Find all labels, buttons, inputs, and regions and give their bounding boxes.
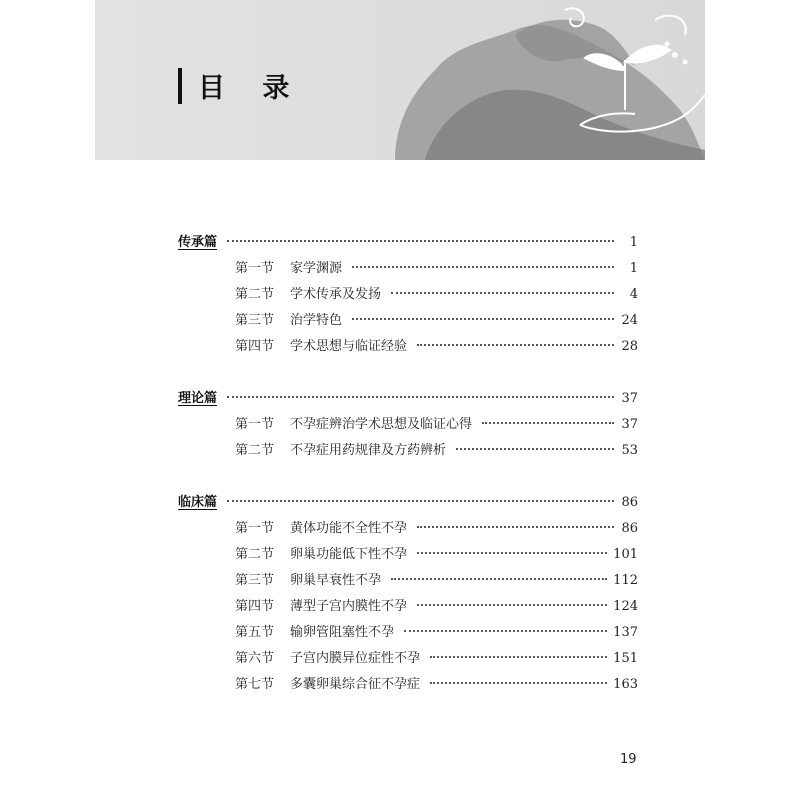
dot-leader (391, 291, 614, 294)
section-number: 第二节 (235, 287, 275, 302)
section-number: 第一节 (235, 261, 275, 276)
toc-entry-row[interactable] (178, 334, 638, 360)
dot-leader (417, 603, 607, 606)
toc-entry-row[interactable] (178, 282, 638, 308)
section-page: 53 (621, 443, 638, 458)
section-title: 子宫内膜异位症性不孕 (290, 651, 421, 666)
dot-leader (456, 447, 614, 450)
section-number: 第一节 (235, 417, 275, 432)
section-title: 学术思想与临证经验 (290, 339, 408, 354)
toc-part-row[interactable] (178, 490, 638, 516)
toc-entry-row[interactable] (178, 594, 638, 620)
toc-section (178, 490, 638, 698)
section-title: 卵巢早衰性不孕 (290, 573, 382, 588)
section-number: 第三节 (235, 313, 275, 328)
dot-leader (227, 239, 614, 242)
toc-entry-row[interactable] (178, 438, 638, 464)
section-number: 第一节 (235, 521, 275, 536)
section-title: 学术传承及发扬 (290, 287, 382, 302)
section-number: 第六节 (235, 651, 275, 666)
section-title: 不孕症辨治学术思想及临证心得 (290, 417, 473, 432)
section-page: 112 (613, 573, 638, 588)
section-page: 124 (613, 599, 638, 614)
title-accent-bar (178, 68, 182, 104)
section-title: 黄体功能不全性不孕 (290, 521, 408, 536)
section-number: 第四节 (235, 599, 275, 614)
part-page: 1 (629, 235, 638, 250)
toc-section (178, 230, 638, 360)
dot-leader (482, 421, 614, 424)
ink-wash-illustration (95, 0, 705, 160)
section-page: 4 (629, 287, 638, 302)
section-title: 薄型子宫内膜性不孕 (290, 599, 408, 614)
dot-leader (352, 265, 614, 268)
section-page: 28 (621, 339, 638, 354)
section-page: 101 (613, 547, 638, 562)
toc-entry-row[interactable] (178, 542, 638, 568)
table-of-contents (178, 230, 638, 724)
part-title: 理论篇 (178, 391, 218, 406)
section-number: 第七节 (235, 677, 275, 692)
section-page: 137 (613, 625, 638, 640)
section-number: 第五节 (235, 625, 275, 640)
dot-leader (391, 577, 607, 580)
dot-leader (430, 681, 607, 684)
dot-leader (430, 655, 607, 658)
toc-entry-row[interactable] (178, 308, 638, 334)
section-title: 多囊卵巢综合征不孕症 (290, 677, 421, 692)
section-number: 第二节 (235, 547, 275, 562)
toc-part-row[interactable] (178, 386, 638, 412)
section-page: 24 (621, 313, 638, 328)
part-title: 传承篇 (178, 235, 218, 250)
dot-leader (227, 395, 614, 398)
dot-leader (417, 343, 614, 346)
section-title: 家学渊源 (290, 261, 343, 276)
page-title: 目 录 (198, 73, 304, 104)
toc-entry-row[interactable] (178, 256, 638, 282)
dot-leader (417, 525, 614, 528)
toc-entry-row[interactable] (178, 412, 638, 438)
toc-entry-row[interactable] (178, 568, 638, 594)
section-page: 151 (613, 651, 638, 666)
section-title: 输卵管阻塞性不孕 (290, 625, 395, 640)
section-title: 卵巢功能低下性不孕 (290, 547, 408, 562)
part-page: 86 (621, 495, 638, 510)
toc-entry-row[interactable] (178, 620, 638, 646)
toc-section (178, 386, 638, 464)
toc-entry-row[interactable] (178, 516, 638, 542)
section-title: 治学特色 (290, 313, 343, 328)
section-page: 37 (621, 417, 638, 432)
section-title: 不孕症用药规律及方药辨析 (290, 443, 447, 458)
header-banner (95, 0, 705, 160)
section-page: 1 (629, 261, 638, 276)
dot-leader (417, 551, 607, 554)
toc-entry-row[interactable] (178, 672, 638, 698)
section-number: 第三节 (235, 573, 275, 588)
toc-entry-row[interactable] (178, 646, 638, 672)
section-number: 第四节 (235, 339, 275, 354)
section-page: 86 (621, 521, 638, 536)
part-page: 37 (621, 391, 638, 406)
dot-leader (227, 499, 614, 502)
section-page: 163 (613, 677, 638, 692)
dot-leader (404, 629, 607, 632)
part-title: 临床篇 (178, 495, 218, 510)
section-number: 第二节 (235, 443, 275, 458)
dot-leader (352, 317, 614, 320)
toc-part-row[interactable] (178, 230, 638, 256)
page-number: 19 (620, 752, 637, 767)
